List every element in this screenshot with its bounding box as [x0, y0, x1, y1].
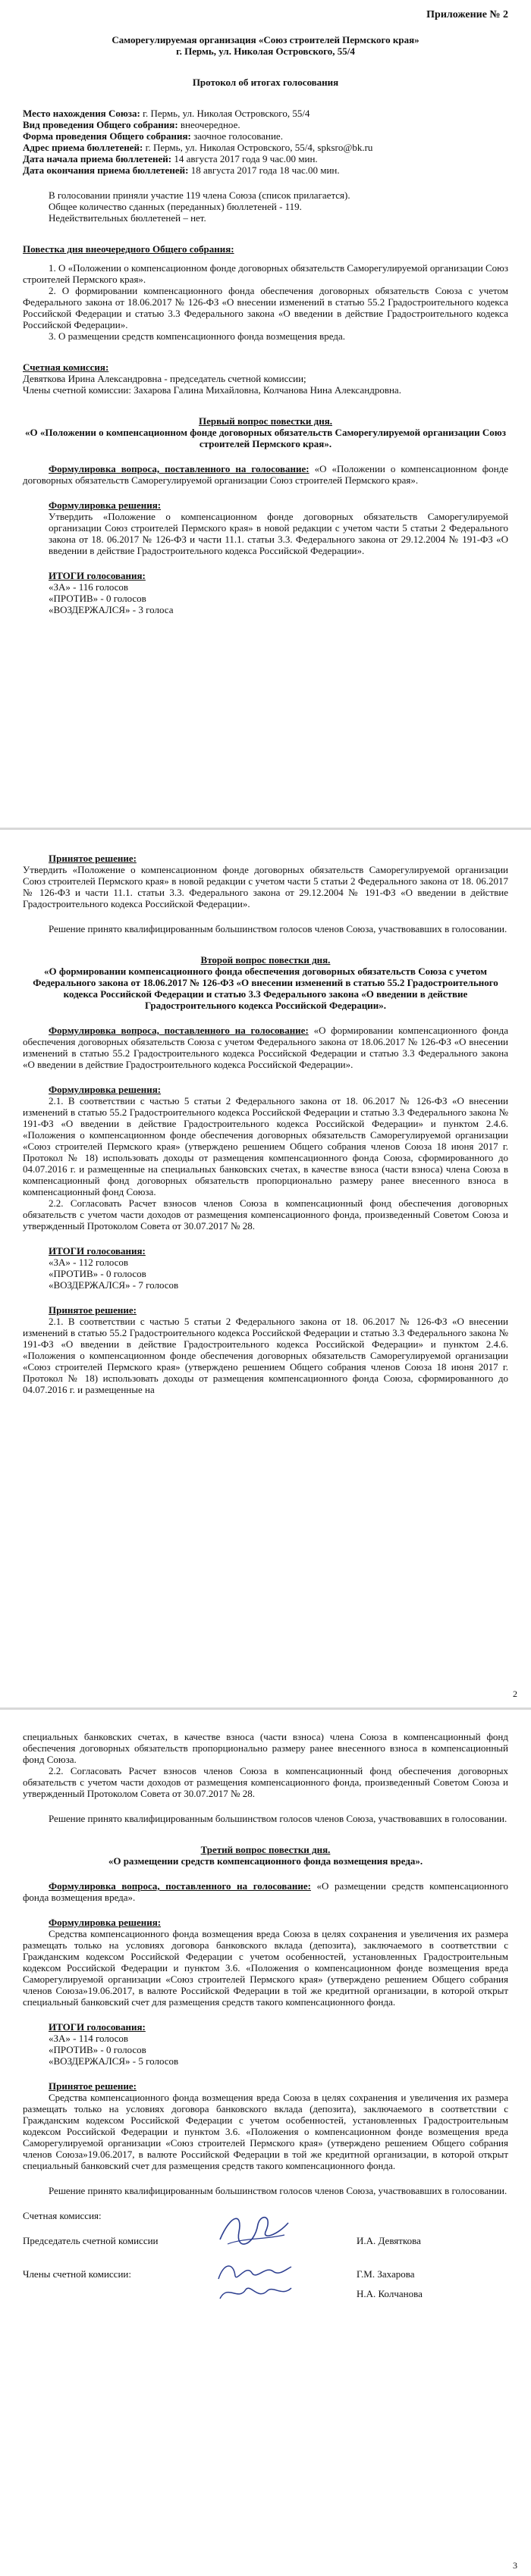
appendix-label: Приложение № 2 [426, 9, 508, 20]
q2-result-abstain: «ВОЗДЕРЖАЛСЯ» - 7 голосов [49, 1279, 179, 1291]
page-3 [0, 1710, 531, 2576]
q1-result-against: «ПРОТИВ» - 0 голосов [49, 593, 146, 604]
q1-adopted-heading: Принятое решение: [49, 853, 137, 864]
q2-decision-2: 2.2. Согласовать Расчет взносов членов Союза в компенсационный фонд обеспечения договорных обязательств с учетом части доходов от размещения компенсационного фонда, произведенный Советом Союза и утвержденный Протоколом Совета от 30.07.2017 № 28. [23, 1197, 508, 1232]
q2-adopted-cont: специальных банковских счетах, в качестве взноса (части взноса) члена Союза в компенсационный фонд обеспечения договорных обязательств пропорционально размеру ранее внесенного взноса в компенсационный фонд Союза. [23, 1731, 508, 1765]
chair-label: Председатель счетной комиссии [23, 2235, 159, 2246]
q1-subtitle: «О «Положении о компенсационном фонде договорных обязательств Саморегулируемой организации Союз строителей Пермского края». [25, 427, 506, 449]
meta-form: Форма проведения Общего собрания: заочное голосование. [23, 130, 283, 142]
q3-result-abstain: «ВОЗДЕРЖАЛСЯ» - 5 голосов [49, 2055, 179, 2067]
q3-decision-text: Средства компенсационного фонда возмещения вреда Союза в целях сохранения и увеличения их размера размещать только на условиях договора банковского вклада (депозита), заключаемого в соответствии с Гражданским кодексом Российской Федерации с учетом особенностей, установленных Градостроительным кодексом Российской Федерации и пунктом 3.6. «Положения о компенсационном фонде возмещения вреда Саморегулируемой организации «Союз строителей Пермского края» (утверждено решением Общего собрания членов Союза»19.06.2017, в валюте Российской Федерации в той же кредитной организации, в которой открыт специальный банковский счет для размещения средств такого компенсационного фонда. [23, 1928, 508, 2008]
chair-name: И.А. Девяткова [357, 2235, 421, 2246]
meta-address: Адрес приема бюллетеней: г. Пермь, ул. Николая Островского, 55/4, spksro@bk.ru [23, 142, 373, 153]
q2-title: Второй вопрос повестки дня. [200, 954, 331, 966]
participation-block [23, 189, 508, 224]
q2-results [23, 1245, 508, 1291]
chair-signature-row [23, 2235, 508, 2255]
q1-results-heading: ИТОГИ голосования: [49, 570, 146, 581]
meta-type: Вид проведения Общего собрания: внеочередное. [23, 119, 240, 130]
q1-result-abstain: «ВОЗДЕРЖАЛСЯ» - 3 голоса [49, 604, 174, 615]
q2-wording: Формулировка вопроса, поставленного на голосование: «О формировании компенсационного фонда обеспечения договорных обязательств Союза с учетом Федерального закона от 18.06.2017 № 126-ФЗ «О внесении изменений в статью 55.2 Градостроительного кодекса Российской Федерации и статью 3.3 Федерального закона «О введении в действие Градостроительного кодекса Российской Федерации». [23, 1025, 508, 1070]
members-label: Члены счетной комиссии: [23, 2268, 131, 2280]
participation-line: Общее количество сданных (переданных) бюллетеней - 119. [49, 201, 302, 212]
agenda-heading: Повестка дня внеочередного Общего собрания: [23, 243, 234, 255]
q1-title: Первый вопрос повестки дня. [198, 415, 333, 427]
q1-decision-label: Формулировка решения: [49, 499, 162, 511]
participation-line: В голосовании приняли участие 119 члена Союза (список прилагается). [49, 189, 350, 201]
agenda-item-1: 1. О «Положении о компенсационном фонде договорных обязательств Саморегулируемой организации Союз строителей Пермского края». [23, 262, 508, 285]
meta-location: Место нахождения Союза: г. Пермь, ул. Николая Островского, 55/4 [23, 108, 310, 119]
member2-signature-row [23, 2288, 508, 2308]
q2-subtitle: «О формировании компенсационного фонда обеспечения договорных обязательств Союза с учетом Федерального закона от 18.06.2017 № 126-ФЗ «О внесении изменений в статью 55.2 Градостроительного кодекса Российской Федерации и статью 3.3 Федерального закона «О введении в действие Градостроительного кодекса Российской Федерации». [33, 966, 498, 1011]
q2-majority: Решение принято квалифицированным большинством голосов членов Союза, участвовавших в голосовании. [49, 1813, 507, 1824]
member2-signature-icon [212, 2279, 296, 2306]
q2-results-heading: ИТОГИ голосования: [49, 1245, 146, 1257]
member1-name: Г.М. Захарова [357, 2268, 415, 2280]
page-1 [0, 0, 531, 830]
q3-subtitle: «О размещении средств компенсационного фонда возмещения вреда». [108, 1855, 423, 1867]
page-1-content [23, 9, 508, 615]
q2-adopted-2: 2.2. Согласовать Расчет взносов членов Союза в компенсационный фонд обеспечения договорных обязательств с учетом части доходов от размещения компенсационного фонда, произведенный Советом Союза и утвержденный Протоколом Совета от 30.07.2017 № 28. [23, 1765, 508, 1799]
meta-block [23, 108, 508, 176]
q2-adopted-heading: Принятое решение: [49, 1304, 137, 1316]
agenda-item-2: 2. О формировании компенсационного фонда обеспечения договорных обязательств Союза с учетом Федерального закона от 18.06.2017 № 126-ФЗ «О внесении изменений в статью 55.2 Градостроительного кодекса Российской Федерации и статью 3.3 Федерального закона «О введении в действие Градостроительного кодекса Российской Федерации». [23, 285, 508, 330]
commission-heading: Счетная комиссия: [23, 362, 109, 373]
q2-result-for: «ЗА» - 112 голосов [49, 1257, 129, 1268]
signatures-heading: Счетная комиссия: [23, 2210, 102, 2221]
q3-results [23, 2021, 508, 2067]
q3-majority: Решение принято квалифицированным большинством голосов членов Союза, участвовавших в голосовании. [49, 2185, 507, 2196]
q3-adopted-text: Средства компенсационного фонда возмещения вреда Союза в целях сохранения и увеличения их размера размещать только на условиях договора банковского вклада (депозита), заключаемого в соответствии с Гражданским кодексом Российской Федерации с учетом особенностей, установленных Градостроительным кодексом Российской Федерации и пунктом 3.6. «Положения о компенсационном фонде возмещения вреда Саморегулируемой организации «Союз строителей Пермского края» (утверждено решением Общего собрания членов Союза»19.06.2017, в валюте Российской Федерации в той же кредитной организации, в которой открыт специальный банковский счет для размещения средств такого компенсационного фонда. [23, 2092, 508, 2171]
meta-start-date: Дата начала приема бюллетеней: 14 августа 2017 года 9 час.00 мин. [23, 153, 318, 164]
q3-decision-label: Формулировка решения: [49, 1917, 162, 1928]
q1-result-for: «ЗА» - 116 голосов [49, 581, 129, 593]
q1-results [23, 570, 508, 615]
q1-wording: Формулировка вопроса, поставленного на голосование: «О «Положении о компенсационном фонде договорных обязательств Саморегулируемой организации Союз строителей Пермского края». [23, 463, 508, 486]
page-2 [0, 830, 531, 1710]
q2-adopted-text: 2.1. В соответствии с частью 5 статьи 2 Федерального закона от 18. 06.2017 № 126-ФЗ «О внесении изменений в статью 55.2 Градостроительного кодекса Российской Федерации и статью 3.3 Федерального закона № 191-ФЗ «О введении в действие Градостроительного кодекса Российской Федерации» и пунктом 2.4.6. «Положения о компенсационном фонде обеспечения договорных обязательств Саморегулируемой организации «Союз строителей Пермского края» (утверждено решением Общего собрания членов Союза 18 июня 2017 г. Протокол № 18) использовать доходы от размещения компенсационного фонда Союза, сформированного до 04.07.2016 г. и размещенные на [23, 1316, 508, 1395]
q3-title: Третий вопрос повестки дня. [200, 1844, 331, 1855]
protocol-title: Протокол об итогах голосования [192, 77, 339, 88]
q1-adopted-text: Утвердить «Положение о компенсационном фонде договорных обязательств Саморегулируемой организации Союз строителей Пермского края» в новой редакции с учетом части 5 статьи 2 Федерального закона от 18. 06.2017 № 126-ФЗ и части 11.1. статьи 3.3. Федерального закона от 29.12.2004 № 191-ФЗ «О введении в действие Градостроительного кодекса Российской Федерации». [23, 864, 508, 909]
participation-line: Недействительных бюллетеней – нет. [49, 212, 206, 224]
page-3-content [23, 1731, 508, 2308]
org-title: Саморегулируемая организация «Союз строителей Пермского края» [112, 34, 419, 45]
q1-decision-text: Утвердить «Положение о компенсационном фонде договорных обязательств Саморегулируемой организации Союз строителей Пермского края» в новой редакции с учетом части 5 статьи 2 Федерального закона от 18. 06.2017 № 126-ФЗ и части 11.1. статьи 3.3. Федерального закона от 29.12.2004 № 191-ФЗ «О введении в действие Градостроительного кодекса Российской Федерации». [49, 511, 508, 556]
commission-members: Члены счетной комиссии: Захарова Галина Михайловна, Колчанова Нина Александровна. [23, 384, 401, 396]
q2-result-against: «ПРОТИВ» - 0 голосов [49, 1268, 146, 1279]
meta-end-date: Дата окончания приема бюллетеней: 18 августа 2017 года 18 час.00 мин. [23, 164, 340, 176]
org-address: г. Пермь, ул. Николая Островского, 55/4 [176, 45, 355, 57]
q2-decision-1: 2.1. В соответствии с частью 5 статьи 2 Федерального закона от 18. 06.2017 № 126-ФЗ «О внесении изменений в статью 55.2 Градостроительного кодекса Российской Федерации и статью 3.3 Федерального закона № 191-ФЗ «О введении в действие Градостроительного кодекса Российской Федерации» и пунктом 2.4.6. «Положения о компенсационном фонде обеспечения договорных обязательств Саморегулируемой организации «Союз строителей Пермского края» (утверждено решением Общего собрания членов Союза 18 июня 2017 г. Протокол № 18) использовать доходы от размещения компенсационного фонда Союза, сформированного до 04.07.2016 г. и размещенные на специальных банковских счетах, в качестве взноса (части взноса) члена Союза в компенсационный фонд договорных обязательств пропорционально размеру ранее внесенного взноса в компенсационный фонд Союза. [23, 1095, 508, 1197]
q3-result-against: «ПРОТИВ» - 0 голосов [49, 2044, 146, 2055]
chair-signature-icon [212, 2209, 296, 2252]
q3-results-heading: ИТОГИ голосования: [49, 2021, 146, 2033]
q3-adopted-heading: Принятое решение: [49, 2080, 137, 2092]
commission-chair: Девяткова Ирина Александровна - председатель счетной комиссии; [23, 373, 306, 384]
agenda-item-3: 3. О размещении средств компенсационного фонда возмещения вреда. [49, 330, 345, 342]
member2-name: Н.А. Колчанова [357, 2288, 423, 2299]
q3-wording: Формулировка вопроса, поставленного на голосование: «О размещении средств компенсационного фонда возмещения вреда». [23, 1880, 508, 1903]
q2-decision-label: Формулировка решения: [49, 1084, 162, 1095]
page-2-content [23, 853, 508, 1395]
q3-result-for: «ЗА» - 114 голосов [49, 2033, 129, 2044]
page-number: 2 [513, 1689, 517, 1699]
q1-majority: Решение принято квалифицированным большинством голосов членов Союза, участвовавших в голосовании. [49, 923, 507, 934]
page-number: 3 [513, 2560, 517, 2571]
